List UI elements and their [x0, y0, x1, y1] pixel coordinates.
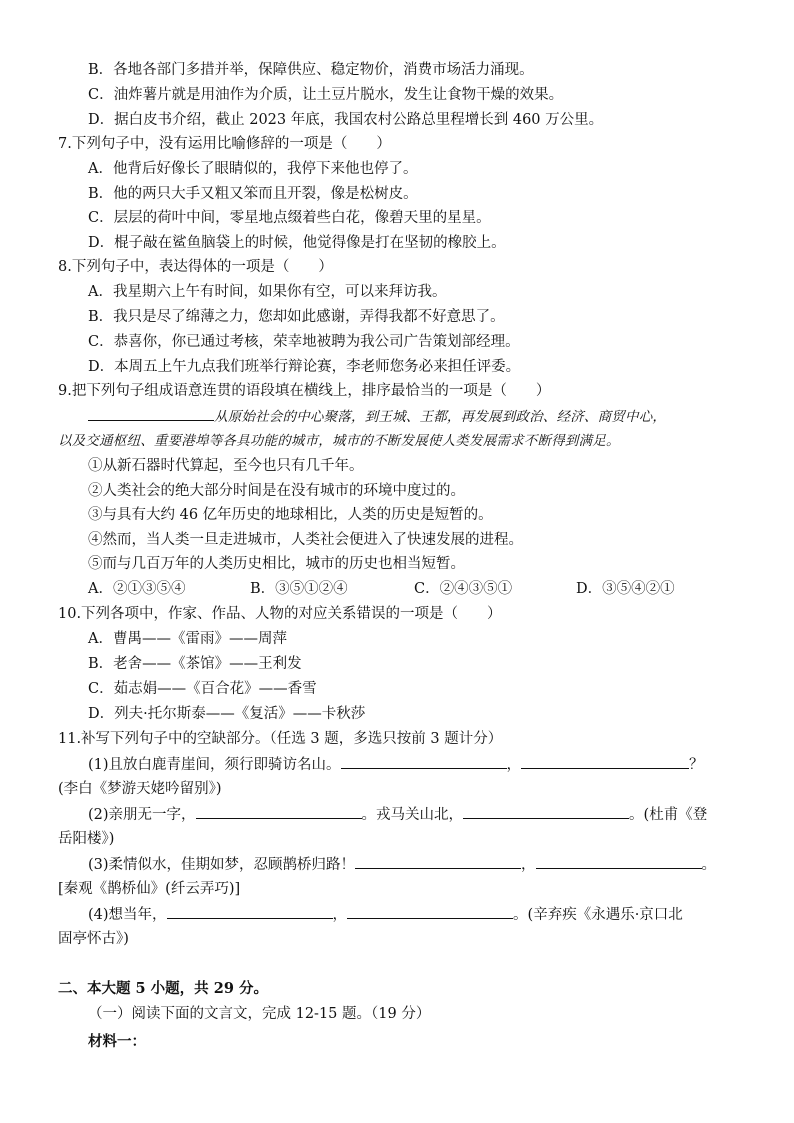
q11-2-blank-a[interactable]	[196, 804, 362, 819]
q8-stem: 8.下列句子中，表达得体的一项是（ ）	[58, 259, 333, 275]
q9-paragraph-line2: 以及交通枢纽、重要港埠等各具功能的城市，城市的不断发展使人类发展需求不断得到满足。	[58, 433, 620, 449]
q10-option-a: A．曹禺——《雷雨》——周萍	[88, 631, 287, 647]
q11-2-source-start: 。(杜甫《登	[629, 807, 708, 823]
q9-stem: 9.把下列句子组成语意连贯的语段填在横线上，排序最恰当的一项是（ ）	[58, 383, 551, 399]
q9-sentence-5: ⑤而与几百万年的人类历史相比，城市的历史也相当短暂。	[88, 556, 465, 572]
q11-1-blank-b[interactable]	[521, 754, 689, 769]
section-2-subtitle: （一）阅读下面的文言文，完成 12-15 题。（19 分）	[88, 1006, 431, 1022]
q9-option-b: B．③⑤①②④	[250, 581, 348, 597]
q10-stem: 10.下列各项中，作家、作品、人物的对应关系错误的一项是（ ）	[58, 606, 502, 622]
q8-option-c: C．恭喜你，你已通过考核，荣幸地被聘为我公司广告策划部经理。	[88, 334, 520, 350]
q11-4-prompt: (4)想当年，	[88, 907, 167, 923]
q9-sentence-2: ②人类社会的绝大部分时间是在没有城市的环境中度过的。	[88, 483, 465, 499]
q11-3-blank-b[interactable]	[536, 854, 702, 869]
q8-option-d: D．本周五上午九点我们班举行辩论赛，李老师您务必来担任评委。	[88, 359, 521, 375]
q8-option-b: B．我只是尽了绵薄之力，您却如此感谢，弄得我都不好意思了。	[88, 309, 505, 325]
q11-1-comma: ，	[506, 757, 522, 773]
q11-2-source-end: 岳阳楼》)	[58, 831, 115, 847]
q9-fill-blank[interactable]	[88, 406, 214, 421]
q9-para1-text: 从原始社会的中心聚落，到王城、王都，再发展到政治、经济、商贸中心，	[214, 409, 667, 425]
q11-4-source-end: 固亭怀古》)	[58, 931, 129, 947]
q11-item-3	[88, 854, 716, 875]
q11-4-comma: ，	[332, 907, 348, 923]
q11-4-blank-a[interactable]	[167, 904, 333, 919]
q11-3-end: 。	[701, 857, 717, 873]
q6-option-c: C．油炸薯片就是用油作为介质，让土豆片脱水，发生让食物干燥的效果。	[88, 87, 564, 103]
q11-item-2	[88, 804, 707, 825]
q9-sentence-1: ①从新石器时代算起，至今也只有几千年。	[88, 458, 364, 474]
q6-option-b: B．各地各部门多措并举，保障供应、稳定物价，消费市场活力涌现。	[88, 62, 534, 78]
q7-option-a: A．他背后好像长了眼睛似的，我停下来他也停了。	[88, 161, 418, 177]
q7-option-d: D．棍子敲在鲨鱼脑袋上的时候，他觉得像是打在坚韧的橡胶上。	[88, 235, 506, 251]
q9-sentence-3: ③与具有大约 46 亿年历史的地球相比，人类的历史是短暂的。	[88, 507, 493, 523]
q11-item-4	[88, 904, 683, 925]
q7-stem: 7.下列句子中，没有运用比喻修辞的一项是（ ）	[58, 136, 391, 152]
q11-item-1	[88, 754, 704, 775]
q11-1-blank-a[interactable]	[341, 754, 507, 769]
q9-paragraph-line1	[88, 406, 666, 427]
q8-option-a: A．我星期六上午有时间，如果你有空，可以来拜访我。	[88, 284, 447, 300]
q11-1-source: (李白《梦游天姥吟留别》)	[58, 781, 222, 797]
q6-option-d: D．据白皮书介绍，截止 2023 年底，我国农村公路总里程增长到 460 万公里。	[88, 112, 604, 128]
q11-2-middle: 。戎马关山北，	[361, 807, 464, 823]
section-2-title: 二、本大题 5 小题，共 29 分。	[58, 980, 268, 997]
q7-option-c: C．层层的荷叶中间，零星地点缀着些白花，像碧天里的星星。	[88, 210, 491, 226]
q11-4-source-start: 。(辛弃疾《永遇乐·京口北	[513, 907, 683, 923]
q11-3-prompt: (3)柔情似水，佳期如梦，忍顾鹊桥归路！	[88, 857, 356, 873]
q9-option-a: A．②①③⑤④	[88, 581, 186, 597]
q7-option-b: B．他的两只大手又粗又笨而且开裂，像是松树皮。	[88, 186, 418, 202]
q9-sentence-4: ④然而，当人类一旦走进城市，人类社会便进入了快速发展的进程。	[88, 532, 523, 548]
material-one-label: 材料一：	[88, 1033, 146, 1050]
q10-option-b: B．老舍——《茶馆》——王利发	[88, 656, 302, 672]
q11-1-prompt: (1)且放白鹿青崖间，须行即骑访名山。	[88, 757, 341, 773]
q10-option-c: C．茹志娟——《百合花》——香雪	[88, 681, 317, 697]
q9-option-c: C．②④③⑤①	[414, 581, 513, 597]
q9-option-d: D．③⑤④②①	[576, 581, 675, 597]
q11-2-prompt: (2)亲朋无一字，	[88, 807, 196, 823]
q11-3-comma: ，	[521, 857, 536, 873]
q10-option-d: D．列夫·托尔斯泰——《复活》——卡秋莎	[88, 706, 366, 722]
q11-stem: 11.补写下列句子中的空缺部分。（任选 3 题，多选只按前 3 题计分）	[58, 731, 503, 747]
q11-3-source: [秦观《鹊桥仙》(纤云弄巧)]	[58, 881, 241, 897]
q11-3-blank-a[interactable]	[355, 854, 521, 869]
q11-4-blank-b[interactable]	[347, 904, 513, 919]
q11-1-end: ？	[689, 757, 704, 773]
q11-2-blank-b[interactable]	[463, 804, 629, 819]
